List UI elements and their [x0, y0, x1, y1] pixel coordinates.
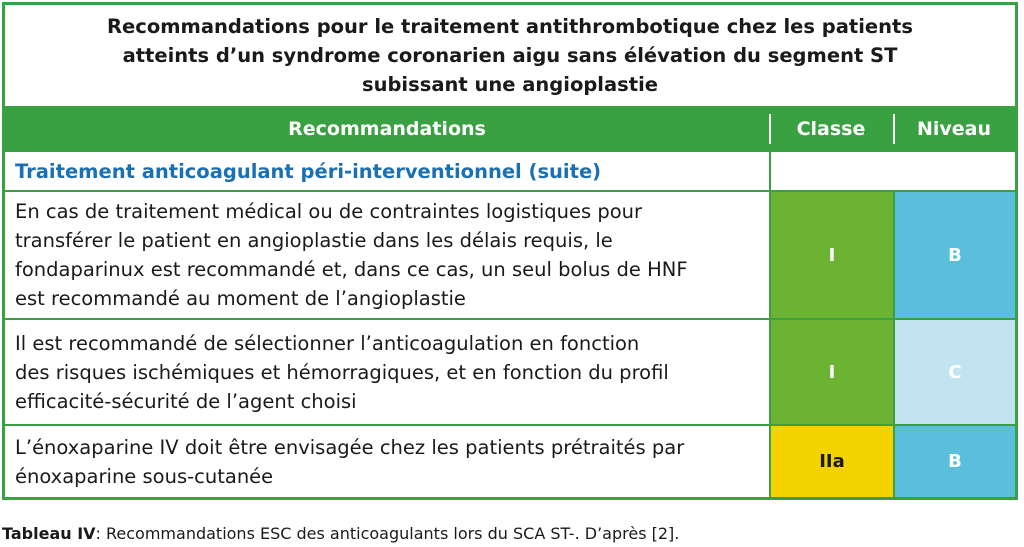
- table-caption: [2, 524, 679, 543]
- recommendation-line: est recommandé au moment de l’angioplastie: [15, 287, 466, 310]
- classe-cell: I: [769, 320, 893, 424]
- recommendation-line: transférer le patient en angioplastie dans les délais requis, le: [15, 229, 613, 252]
- table-row: [5, 426, 1015, 497]
- recommendation-line: L’énoxaparine IV doit être envisagée chez les patients prétraités par: [15, 435, 685, 459]
- caption-text: : Recommandations ESC des anticoagulants lors du SCA ST-. D’après [2].: [95, 524, 680, 543]
- recommendation-text: [5, 426, 769, 497]
- table-header: [5, 106, 1015, 152]
- table-row: [5, 320, 1015, 426]
- recommendation-line: efficacité-sécurité de l’agent choisi: [15, 389, 357, 413]
- header-niveau: [893, 106, 1015, 152]
- niveau-cell: B: [893, 426, 1015, 497]
- section-heading-row: [5, 152, 1015, 192]
- niveau-cell: C: [893, 320, 1015, 424]
- header-niveau-label: Niveau: [916, 118, 992, 140]
- header-separator: [893, 114, 895, 144]
- section-blank-cell: [769, 152, 1015, 190]
- header-classe-label: Classe: [796, 118, 866, 140]
- recommendations-table: [2, 2, 1018, 500]
- title-line-3: subissant une angioplastie: [361, 73, 658, 96]
- recommendation-line: Il est recommandé de sélectionner l’anticoagulation en fonction: [15, 331, 640, 355]
- classe-cell: IIa: [769, 426, 893, 497]
- header-separator: [769, 114, 771, 144]
- recommendation-line: En cas de traitement médical ou de contraintes logistiques pour: [15, 200, 643, 223]
- classe-cell: I: [769, 192, 893, 318]
- caption-label: Tableau IV: [2, 524, 96, 543]
- table-title: [5, 5, 1015, 106]
- recommendation-text: [5, 192, 769, 318]
- header-recommandations: Recommandations: [288, 118, 486, 140]
- section-heading: Traitement anticoagulant péri-interventionnel (suite): [15, 159, 602, 183]
- title-line-2: atteints d’un syndrome coronarien aigu sans élévation du segment ST: [122, 44, 898, 67]
- title-line-1: Recommandations pour le traitement antithrombotique chez les patients: [107, 15, 913, 38]
- niveau-cell: B: [893, 192, 1015, 318]
- table-row: [5, 192, 1015, 320]
- recommendation-line: énoxaparine sous-cutanée: [15, 464, 274, 488]
- recommendation-line: fondaparinux est recommandé et, dans ce cas, un seul bolus de HNF: [15, 258, 688, 281]
- recommendation-text: [5, 320, 769, 424]
- recommendation-line: des risques ischémiques et hémorragiques, et en fonction du profil: [15, 360, 669, 384]
- header-classe: [769, 106, 893, 152]
